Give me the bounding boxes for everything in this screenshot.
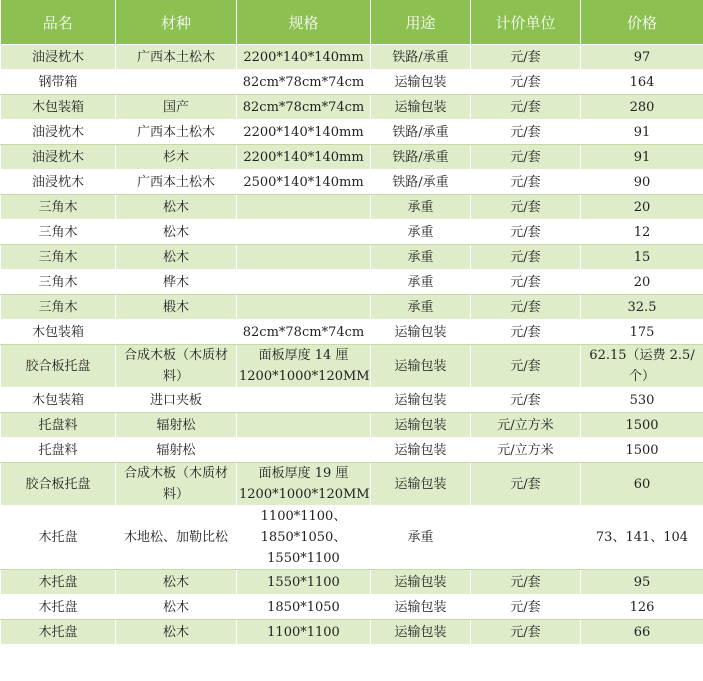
table-row [1, 270, 703, 295]
cell-price: 32.5 [581, 295, 703, 320]
table-row [1, 570, 703, 595]
cell-pricing-unit: 元/套 [471, 120, 581, 145]
cell-specification: 2200*140*140mm [237, 120, 371, 145]
table-row [1, 463, 703, 506]
header-usage: 用途 [371, 0, 471, 45]
cell-usage: 运输包装 [371, 438, 471, 463]
cell-price: 1500 [581, 413, 703, 438]
cell-specification: 1100*1100 [237, 620, 371, 645]
table-row [1, 620, 703, 645]
cell-price: 15 [581, 245, 703, 270]
cell-pricing-unit: 元/套 [471, 45, 581, 70]
cell-pricing-unit: 元/套 [471, 345, 581, 388]
cell-specification: 82cm*78cm*74cm [237, 320, 371, 345]
cell-price: 164 [581, 70, 703, 95]
table-row [1, 145, 703, 170]
cell-material: 松木 [116, 620, 237, 645]
header-pricing-unit: 计价单位 [471, 0, 581, 45]
cell-pricing-unit: 元/套 [471, 245, 581, 270]
cell-product-name: 木包装箱 [1, 320, 116, 345]
cell-usage: 运输包装 [371, 595, 471, 620]
table-row [1, 195, 703, 220]
cell-specification: 2200*140*140mm [237, 45, 371, 70]
cell-pricing-unit: 元/套 [471, 170, 581, 195]
cell-pricing-unit: 元/套 [471, 463, 581, 506]
cell-material [116, 320, 237, 345]
cell-usage: 铁路/承重 [371, 45, 471, 70]
cell-usage: 运输包装 [371, 70, 471, 95]
cell-material: 杉木 [116, 145, 237, 170]
cell-product-name: 油浸枕木 [1, 45, 116, 70]
cell-pricing-unit [471, 506, 581, 570]
cell-material: 合成木板（木质材 料） [116, 345, 237, 388]
cell-material: 椴木 [116, 295, 237, 320]
cell-specification [237, 438, 371, 463]
table-row [1, 438, 703, 463]
cell-usage: 承重 [371, 245, 471, 270]
table-row [1, 45, 703, 70]
table-row [1, 245, 703, 270]
cell-usage: 运输包装 [371, 345, 471, 388]
cell-product-name: 木托盘 [1, 570, 116, 595]
cell-usage: 铁路/承重 [371, 120, 471, 145]
cell-usage: 铁路/承重 [371, 145, 471, 170]
cell-pricing-unit: 元/套 [471, 145, 581, 170]
cell-product-name: 木托盘 [1, 620, 116, 645]
cell-product-name: 油浸枕木 [1, 170, 116, 195]
cell-specification: 2200*140*140mm [237, 145, 371, 170]
cell-specification [237, 195, 371, 220]
cell-product-name: 钢带箱 [1, 70, 116, 95]
cell-product-name: 木包装箱 [1, 95, 116, 120]
cell-price: 97 [581, 45, 703, 70]
cell-specification: 82cm*78cm*74cm [237, 70, 371, 95]
cell-usage: 承重 [371, 195, 471, 220]
cell-material: 辐射松 [116, 413, 237, 438]
cell-material: 广西本土松木 [116, 120, 237, 145]
cell-usage: 承重 [371, 506, 471, 570]
cell-pricing-unit: 元/套 [471, 295, 581, 320]
cell-usage: 运输包装 [371, 463, 471, 506]
cell-product-name: 木托盘 [1, 506, 116, 570]
cell-specification: 82cm*78cm*74cm [237, 95, 371, 120]
table-row [1, 95, 703, 120]
table-row [1, 295, 703, 320]
header-price: 价格 [581, 0, 703, 45]
cell-usage: 运输包装 [371, 620, 471, 645]
cell-material: 国产 [116, 95, 237, 120]
cell-price: 66 [581, 620, 703, 645]
cell-specification: 面板厚度 14 厘 1200*1000*120MM [237, 345, 371, 388]
cell-specification: 1100*1100、 1850*1050、 1550*1100 [237, 506, 371, 570]
table-row [1, 220, 703, 245]
cell-material: 进口夹板 [116, 388, 237, 413]
cell-material: 桦木 [116, 270, 237, 295]
cell-specification [237, 270, 371, 295]
table-row [1, 506, 703, 570]
table-body [1, 45, 703, 645]
cell-specification: 2500*140*140mm [237, 170, 371, 195]
header-product-name: 品名 [1, 0, 116, 45]
cell-price: 91 [581, 120, 703, 145]
cell-pricing-unit: 元/套 [471, 595, 581, 620]
cell-pricing-unit: 元/套 [471, 220, 581, 245]
table-row [1, 170, 703, 195]
table-row [1, 413, 703, 438]
cell-price: 20 [581, 195, 703, 220]
cell-usage: 运输包装 [371, 413, 471, 438]
header-row [1, 0, 703, 45]
cell-material: 松木 [116, 595, 237, 620]
cell-usage: 铁路/承重 [371, 170, 471, 195]
cell-material: 广西本土松木 [116, 45, 237, 70]
cell-pricing-unit: 元/立方米 [471, 438, 581, 463]
cell-pricing-unit: 元/套 [471, 195, 581, 220]
cell-pricing-unit: 元/套 [471, 270, 581, 295]
cell-material: 松木 [116, 245, 237, 270]
cell-specification [237, 295, 371, 320]
cell-price: 90 [581, 170, 703, 195]
cell-price: 73、141、104 [581, 506, 703, 570]
cell-pricing-unit: 元/套 [471, 95, 581, 120]
table-row [1, 320, 703, 345]
cell-material: 广西本土松木 [116, 170, 237, 195]
cell-price: 530 [581, 388, 703, 413]
cell-specification [237, 220, 371, 245]
cell-usage: 运输包装 [371, 570, 471, 595]
cell-product-name: 三角木 [1, 195, 116, 220]
cell-pricing-unit: 元/套 [471, 570, 581, 595]
cell-usage: 运输包装 [371, 320, 471, 345]
cell-material [116, 70, 237, 95]
cell-usage: 承重 [371, 270, 471, 295]
cell-material: 合成木板（木质材 料） [116, 463, 237, 506]
cell-product-name: 木包装箱 [1, 388, 116, 413]
cell-product-name: 木托盘 [1, 595, 116, 620]
cell-pricing-unit: 元/立方米 [471, 413, 581, 438]
cell-material: 松木 [116, 220, 237, 245]
cell-specification: 面板厚度 19 厘 1200*1000*120MM [237, 463, 371, 506]
cell-usage: 承重 [371, 295, 471, 320]
header-specification: 规格 [237, 0, 371, 45]
cell-usage: 运输包装 [371, 95, 471, 120]
cell-product-name: 胶合板托盘 [1, 345, 116, 388]
cell-price: 175 [581, 320, 703, 345]
cell-product-name: 油浸枕木 [1, 145, 116, 170]
cell-product-name: 三角木 [1, 245, 116, 270]
cell-price: 60 [581, 463, 703, 506]
table-row [1, 388, 703, 413]
cell-product-name: 三角木 [1, 295, 116, 320]
cell-product-name: 三角木 [1, 220, 116, 245]
cell-usage: 运输包装 [371, 388, 471, 413]
cell-material: 松木 [116, 570, 237, 595]
cell-specification: 1550*1100 [237, 570, 371, 595]
table-row [1, 120, 703, 145]
cell-price: 12 [581, 220, 703, 245]
cell-specification [237, 413, 371, 438]
cell-specification: 1850*1050 [237, 595, 371, 620]
header-material: 材种 [116, 0, 237, 45]
cell-product-name: 胶合板托盘 [1, 463, 116, 506]
cell-usage: 承重 [371, 220, 471, 245]
cell-material: 木地松、加勒比松 [116, 506, 237, 570]
cell-material: 松木 [116, 195, 237, 220]
table-row [1, 345, 703, 388]
cell-price: 126 [581, 595, 703, 620]
cell-material: 辐射松 [116, 438, 237, 463]
cell-price: 280 [581, 95, 703, 120]
cell-pricing-unit: 元/套 [471, 320, 581, 345]
cell-product-name: 三角木 [1, 270, 116, 295]
cell-product-name: 托盘料 [1, 438, 116, 463]
cell-product-name: 托盘料 [1, 413, 116, 438]
cell-price: 95 [581, 570, 703, 595]
cell-price: 91 [581, 145, 703, 170]
table-row [1, 595, 703, 620]
cell-price: 20 [581, 270, 703, 295]
cell-specification [237, 388, 371, 413]
cell-product-name: 油浸枕木 [1, 120, 116, 145]
cell-price: 62.15（运费 2.5/ 个） [581, 345, 703, 388]
table-row [1, 70, 703, 95]
cell-pricing-unit: 元/套 [471, 620, 581, 645]
cell-price: 1500 [581, 438, 703, 463]
cell-pricing-unit: 元/套 [471, 70, 581, 95]
cell-specification [237, 245, 371, 270]
cell-pricing-unit: 元/套 [471, 388, 581, 413]
